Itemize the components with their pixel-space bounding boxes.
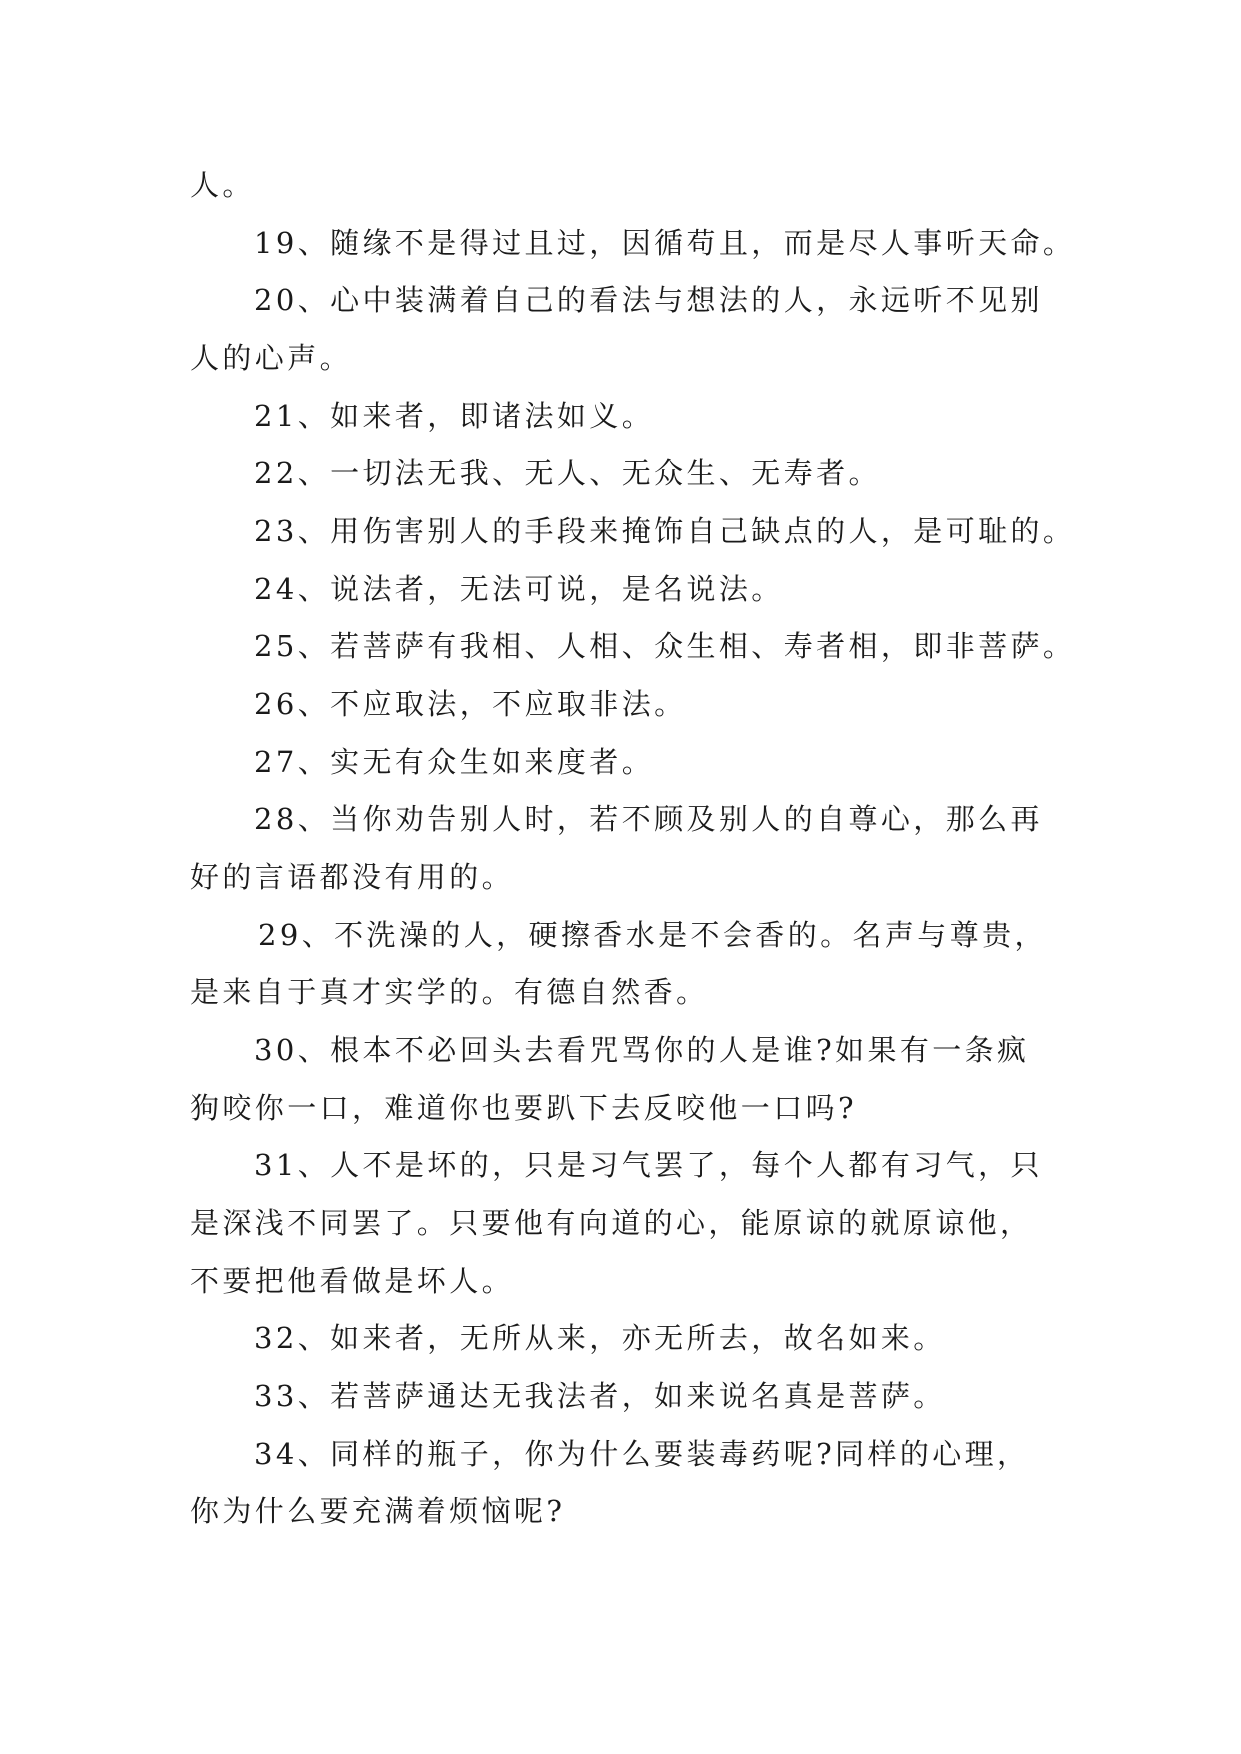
text-line: 34、同样的瓶子，你为什么要装毒药呢?同样的心理， [254,1437,1030,1471]
text-line: 狗咬你一口，难道你也要趴下去反咬他一口吗? [190,1091,857,1125]
text-line: 好的言语都没有用的。 [190,860,515,894]
text-line: 你为什么要充满着烦恼呢? [190,1494,566,1528]
text-line: 26、不应取法，不应取非法。 [254,687,687,721]
text-line: 31、人不是坏的，只是习气罢了，每个人都有习气，只 [254,1148,1043,1182]
text-line: 19、随缘不是得过且过，因循苟且，而是尽人事听天命。 [254,226,1076,260]
text-line: 人的心声。 [190,341,353,375]
text-line: 25、若菩萨有我相、人相、众生相、寿者相，即非菩萨。 [254,629,1076,663]
text-line: 30、根本不必回头去看咒骂你的人是谁?如果有一条疯 [254,1033,1030,1067]
text-line: 28、当你劝告别人时，若不顾及别人的自尊心，那么再 [254,802,1043,836]
text-line: 21、如来者，即诸法如义。 [254,399,655,433]
text-line: 27、实无有众生如来度者。 [254,745,655,779]
text-line: 22、一切法无我、无人、无众生、无寿者。 [254,456,881,490]
text-line: 24、说法者，无法可说，是名说法。 [254,572,784,606]
text-line: 23、用伤害别人的手段来掩饰自己缺点的人，是可耻的。 [254,514,1076,548]
text-line: 33、若菩萨通达无我法者，如来说名真是菩萨。 [254,1379,946,1413]
text-line: 是来自于真才实学的。有德自然香。 [190,975,709,1009]
text-line: 人。 [190,168,255,202]
text-line: 是深浅不同罢了。只要他有向道的心，能原谅的就原谅他， [190,1206,1033,1240]
text-line: 32、如来者，无所从来，亦无所去，故名如来。 [254,1321,946,1355]
text-line: 20、心中装满着自己的看法与想法的人，永远听不见别 [254,283,1043,317]
text-line: 29、不洗澡的人，硬擦香水是不会香的。名声与尊贵， [258,918,1047,952]
text-line: 不要把他看做是坏人。 [190,1264,515,1298]
